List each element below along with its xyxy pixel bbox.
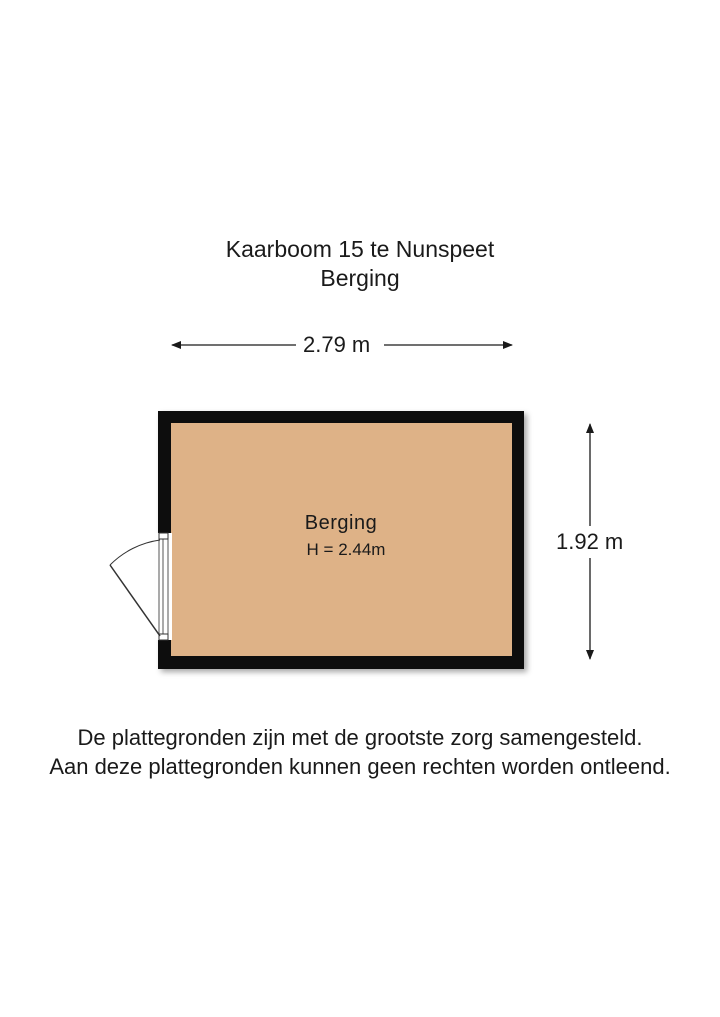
floor-title: Berging [320, 265, 400, 291]
depth-label: 1.92 m [556, 529, 624, 554]
door-swing-arc [110, 540, 160, 565]
address-title: Kaarboom 15 te Nunspeet [225, 236, 495, 262]
room-height: H = 2.44m [306, 540, 386, 559]
disclaimer-line-2: Aan deze plattegronden kunnen geen rechten worden ontleend. [49, 754, 671, 779]
room-name: Berging [304, 512, 378, 534]
disclaimer-line-1: De plattegronden zijn met de grootste zorg samengesteld. [77, 725, 643, 750]
door-leaf [110, 565, 160, 636]
width-label: 2.79 m [303, 332, 371, 357]
